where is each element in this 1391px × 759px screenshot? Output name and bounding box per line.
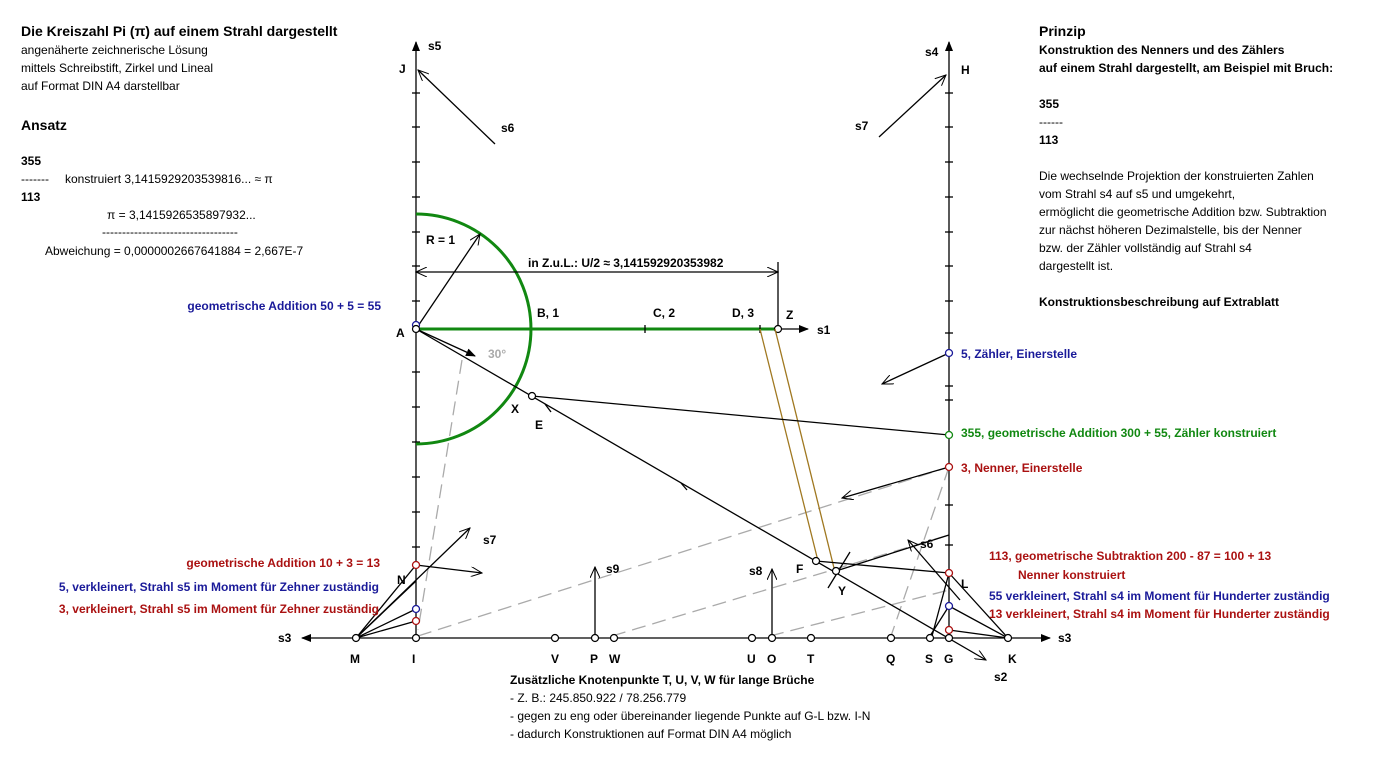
annotation-3-reduced: 3, verkleinert, Strahl s5 im Moment für Zehner zuständig [58,602,379,616]
point-a [413,326,420,333]
label-s7-top: s7 [855,119,869,133]
annotation-113: 113, geometrische Subtraktion 200 - 87 = 100 + 13 [989,549,1272,563]
point-y [833,568,840,575]
annotation-55-reduced: 55 verkleinert, Strahl s4 im Moment für Hunderter zuständig [989,589,1330,603]
prinzip-numerator: 355 [1039,97,1060,111]
annotation-add-55: geometrische Addition 50 + 5 = 55 [187,299,381,313]
label-m: M [350,652,360,666]
ansatz-constructed: konstruiert 3,1415929203539816... ≈ π [65,172,273,186]
label-b: B, 1 [537,306,560,320]
point-o [769,635,776,642]
point-5-reduced [413,606,420,613]
dashed-line-2 [612,535,949,636]
ansatz-heading: Ansatz [21,117,67,133]
point-f [813,558,820,565]
deviation: Abweichung = 0,0000002667641884 = 2,667E-7 [45,244,304,258]
label-w: W [609,652,621,666]
label-s: S [925,652,934,666]
ansatz-numerator: 355 [21,154,42,168]
point-55-reduced [946,603,953,610]
label-f: F [796,562,804,576]
label-y: Y [838,584,847,598]
description-line-1: Die wechselnde Projektion der konstruierten Zahlen [1039,169,1314,183]
fan-k-13 [949,630,1008,638]
label-e: E [535,418,544,432]
point-m [353,635,360,642]
ray-s7-top [879,75,946,137]
ansatz-denominator: 113 [21,190,41,204]
ansatz-fraction-bar: ------- [21,172,49,186]
ray-s2 [416,329,986,660]
prinzip-fraction-bar: ------ [1039,115,1063,129]
label-o: O [767,652,777,666]
point-k [1005,635,1012,642]
label-s1: s1 [817,323,831,337]
annotation-denominator-constructed: Nenner konstruiert [1018,568,1126,582]
annotation-3-denominator: 3, Nenner, Einerstelle [961,461,1083,475]
prinzip-denominator: 113 [1039,133,1059,147]
label-x: X [511,402,520,416]
annotation-13-reduced: 13 verkleinert, Strahl s4 im Moment für Hunderter zuständig [989,607,1330,621]
description-line-5: bzw. der Zähler vollständig auf Strahl s4 [1039,241,1252,255]
bottom-item-1: - Z. B.: 245.850.922 / 78.256.779 [510,691,687,705]
description-line-3: ermöglicht die geometrische Addition bzw. Subtraktion [1039,205,1327,219]
label-zul: in Z.u.L.: U/2 ≈ 3,141592920353982 [528,256,724,270]
label-z: Z [786,308,794,322]
arrow-5-numerator [882,353,949,384]
point-x [529,393,536,400]
subtitle-line-2: mittels Schreibstift, Zirkel und Lineal [21,61,214,75]
label-n: N [397,573,406,587]
label-j: J [399,62,406,76]
point-355 [946,432,953,439]
dashed-line-5 [418,360,462,630]
subtitle-line-1: angenäherte zeichnerische Lösung [21,43,208,57]
fan-k-l [949,573,1008,638]
label-angle: 30° [488,347,507,361]
dashed-line-3 [770,590,949,636]
bottom-heading: Zusätzliche Knotenpunkte T, U, V, W für lange Brüche [510,673,815,687]
point-5-numerator [946,350,953,357]
annotation-5-reduced: 5, verkleinert, Strahl s5 im Moment für Zehner zuständig [58,580,379,594]
annotation-5-numerator: 5, Zähler, Einerstelle [961,347,1078,361]
label-p: P [590,652,599,666]
description-line-4: zur nächst höheren Dezimalstelle, bis der Nenner [1039,223,1302,237]
description-line-2: vom Strahl s4 auf s5 und umgekehrt, [1039,187,1236,201]
point-13-reduced [946,627,953,634]
radius-arrow [416,234,480,329]
label-s8: s8 [749,564,763,578]
prinzip-line-1: Konstruktion des Nenners und des Zählers [1039,43,1285,57]
label-s5: s5 [428,39,442,53]
label-s6-bottom: s6 [920,537,934,551]
label-t: T [807,652,815,666]
parallel-line-1 [760,329,818,561]
page-title: Die Kreiszahl Pi (π) auf einem Strahl dargestellt [21,23,338,39]
label-s7-bottom: s7 [483,533,497,547]
arrow-add-13 [416,565,482,573]
annotation-355: 355, geometrische Addition 300 + 55, Zähler konstruiert [961,426,1277,440]
label-v: V [551,652,560,666]
label-s2: s2 [994,670,1008,684]
arrow-3-denominator [842,467,949,498]
label-u: U [747,652,756,666]
parallel-line-2 [775,329,834,568]
subtitle-line-3: auf Format DIN A4 darstellbar [21,79,180,93]
point-i [413,635,420,642]
label-k: K [1008,652,1017,666]
point-s [927,635,934,642]
line-x-to-355 [532,396,949,435]
label-l: L [961,577,969,591]
bottom-item-3: - dadurch Konstruktionen auf Format DIN A4 möglich [510,727,792,741]
label-radius: R = 1 [426,233,456,247]
label-d: D, 3 [732,306,755,320]
label-a: A [396,326,405,340]
point-v [552,635,559,642]
label-s9: s9 [606,562,620,576]
dashed-line-1 [418,467,949,636]
point-q [888,635,895,642]
prinzip-heading: Prinzip [1039,23,1086,39]
label-c: C, 2 [653,306,676,320]
label-q: Q [886,652,896,666]
ray-s6-top [418,70,495,144]
point-p [592,635,599,642]
separator-line: ---------------------------------- [102,225,238,239]
point-3-denominator [946,464,953,471]
label-s4: s4 [925,45,939,59]
point-t [808,635,815,642]
point-113 [946,570,953,577]
construction-reference: Konstruktionsbeschreibung auf Extrablatt [1039,295,1280,309]
bottom-item-2: - gegen zu eng oder übereinander liegende Punkte auf G-L bzw. I-N [510,709,871,723]
label-s6-top: s6 [501,121,515,135]
label-s3-left: s3 [278,631,292,645]
dashed-line-4 [891,467,949,636]
label-i: I [412,652,416,666]
point-add-13 [413,562,420,569]
point-g [946,635,953,642]
point-w [611,635,618,642]
annotation-add-13: geometrische Addition 10 + 3 = 13 [186,556,380,570]
label-h: H [961,63,970,77]
fan-lines-k [930,573,1008,638]
point-u [749,635,756,642]
angle-arrow [416,329,475,356]
prinzip-line-2: auf einem Strahl dargestellt, am Beispiel mit Bruch: [1039,61,1334,75]
description-line-6: dargestellt ist. [1039,259,1114,273]
label-g: G [944,652,954,666]
pi-value: π = 3,1415926535897932... [107,208,256,222]
point-3-reduced [413,618,420,625]
dashed-construction-lines [418,360,949,636]
label-s3-right: s3 [1058,631,1072,645]
